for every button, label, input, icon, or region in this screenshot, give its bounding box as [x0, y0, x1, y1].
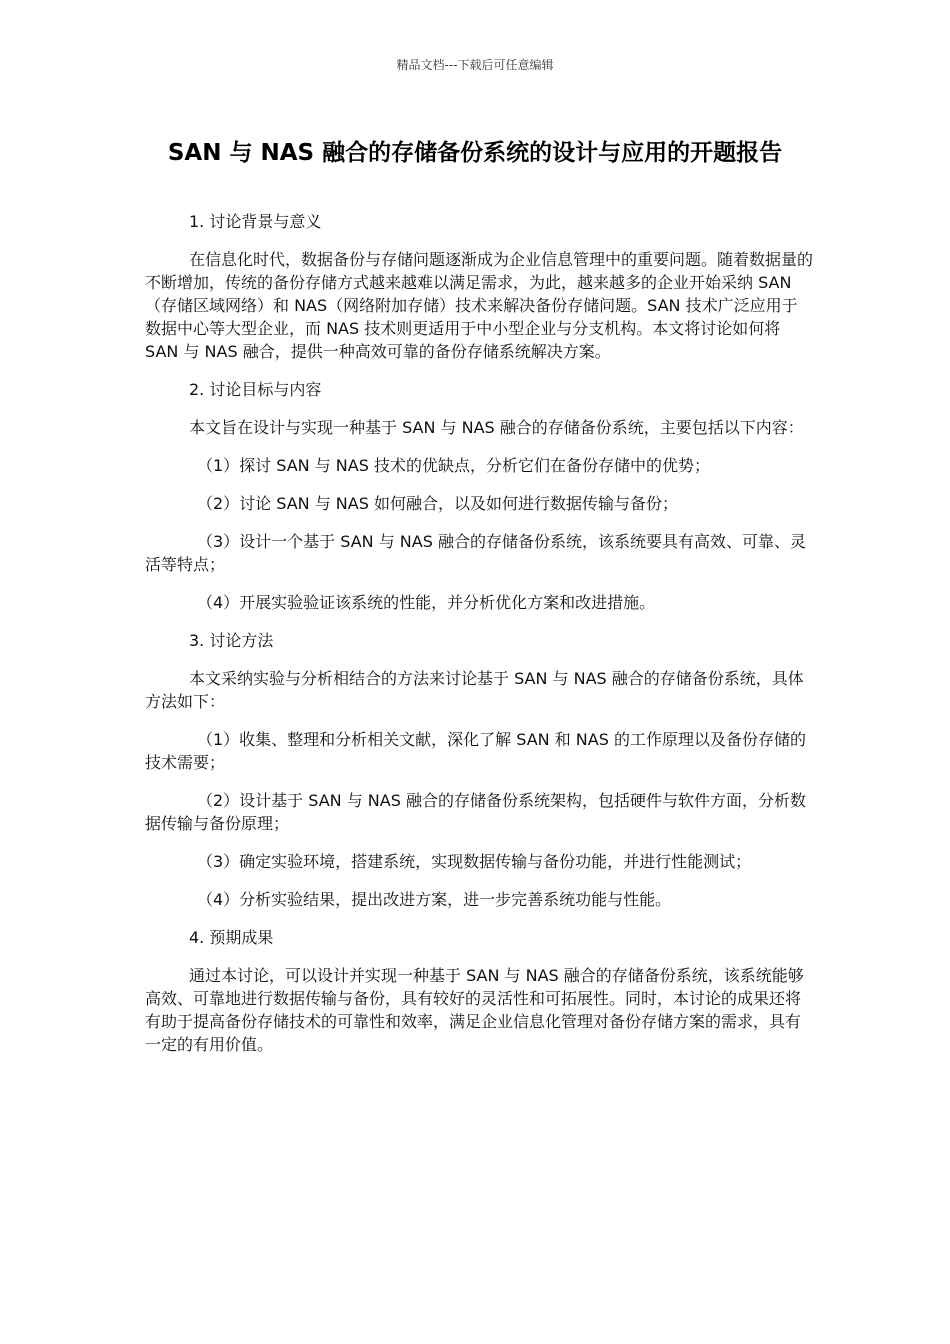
paragraph: 本文旨在设计与实现一种基于 SAN 与 NAS 融合的存储备份系统，主要包括以下内容：	[189, 418, 804, 437]
list-item: （2）设计基于 SAN 与 NAS 融合的存储备份系统架构，包括硬件与软件方面，分析数据传输与备份原理；	[145, 791, 806, 833]
list-item: （2）讨论 SAN 与 NAS 如何融合，以及如何进行数据传输与备份；	[197, 494, 678, 513]
list-item: （4）开展实验验证该系统的性能，并分析优化方案和改进措施。	[197, 593, 656, 612]
document-body	[145, 210, 813, 1071]
list-item: （3）确定实验环境，搭建系统，实现数据传输与备份功能，并进行性能测试；	[197, 852, 752, 871]
section-goals	[145, 378, 813, 614]
list-item: （3）设计一个基于 SAN 与 NAS 融合的存储备份系统，该系统要具有高效、可靠、灵活等特点；	[145, 532, 806, 574]
section-methods	[145, 629, 813, 911]
section-heading: 1. 讨论背景与意义	[189, 212, 322, 231]
paragraph: 通过本讨论，可以设计并实现一种基于 SAN 与 NAS 融合的存储备份系统，该系统能够高效、可靠地进行数据传输与备份，具有较好的灵活性和可拓展性。同时，本讨论的成果还将有助于提高备份存储技术的可靠性和效率，满足企业信息化管理对备份存储方案的需求，具有一定的有用价值。	[145, 966, 804, 1054]
section-heading: 3. 讨论方法	[189, 631, 274, 650]
section-expected-results	[145, 926, 813, 1056]
list-item: （1）探讨 SAN 与 NAS 技术的优缺点，分析它们在备份存储中的优势；	[197, 456, 710, 475]
section-heading: 2. 讨论目标与内容	[189, 380, 322, 399]
header-note: 精品文档---下载后可任意编辑	[396, 58, 554, 72]
list-item: （4）分析实验结果，提出改进方案，进一步完善系统功能与性能。	[197, 890, 672, 909]
list-item: （1）收集、整理和分析相关文献，深化了解 SAN 和 NAS 的工作原理以及备份存储的技术需要；	[145, 730, 806, 772]
paragraph: 在信息化时代，数据备份与存储问题逐渐成为企业信息管理中的重要问题。随着数据量的不断增加，传统的备份存储方式越来越难以满足需求，为此，越来越多的企业开始采纳 SAN（存储区域网络）和 NAS（网络附加存储）技术来解决备份存储问题。SAN 技术广泛应用于数据中心等大型企业，而 NAS 技术则更适用于中小型企业与分支机构。本文将讨论如何将 SAN 与 NAS 融合，提供一种高效可靠的备份存储系统解决方案。	[145, 250, 814, 361]
section-heading: 4. 预期成果	[189, 928, 274, 947]
document-title: SAN 与 NAS 融合的存储备份系统的设计与应用的开题报告	[167, 140, 783, 166]
section-background	[145, 210, 813, 363]
paragraph: 本文采纳实验与分析相结合的方法来讨论基于 SAN 与 NAS 融合的存储备份系统，具体方法如下：	[145, 669, 804, 711]
